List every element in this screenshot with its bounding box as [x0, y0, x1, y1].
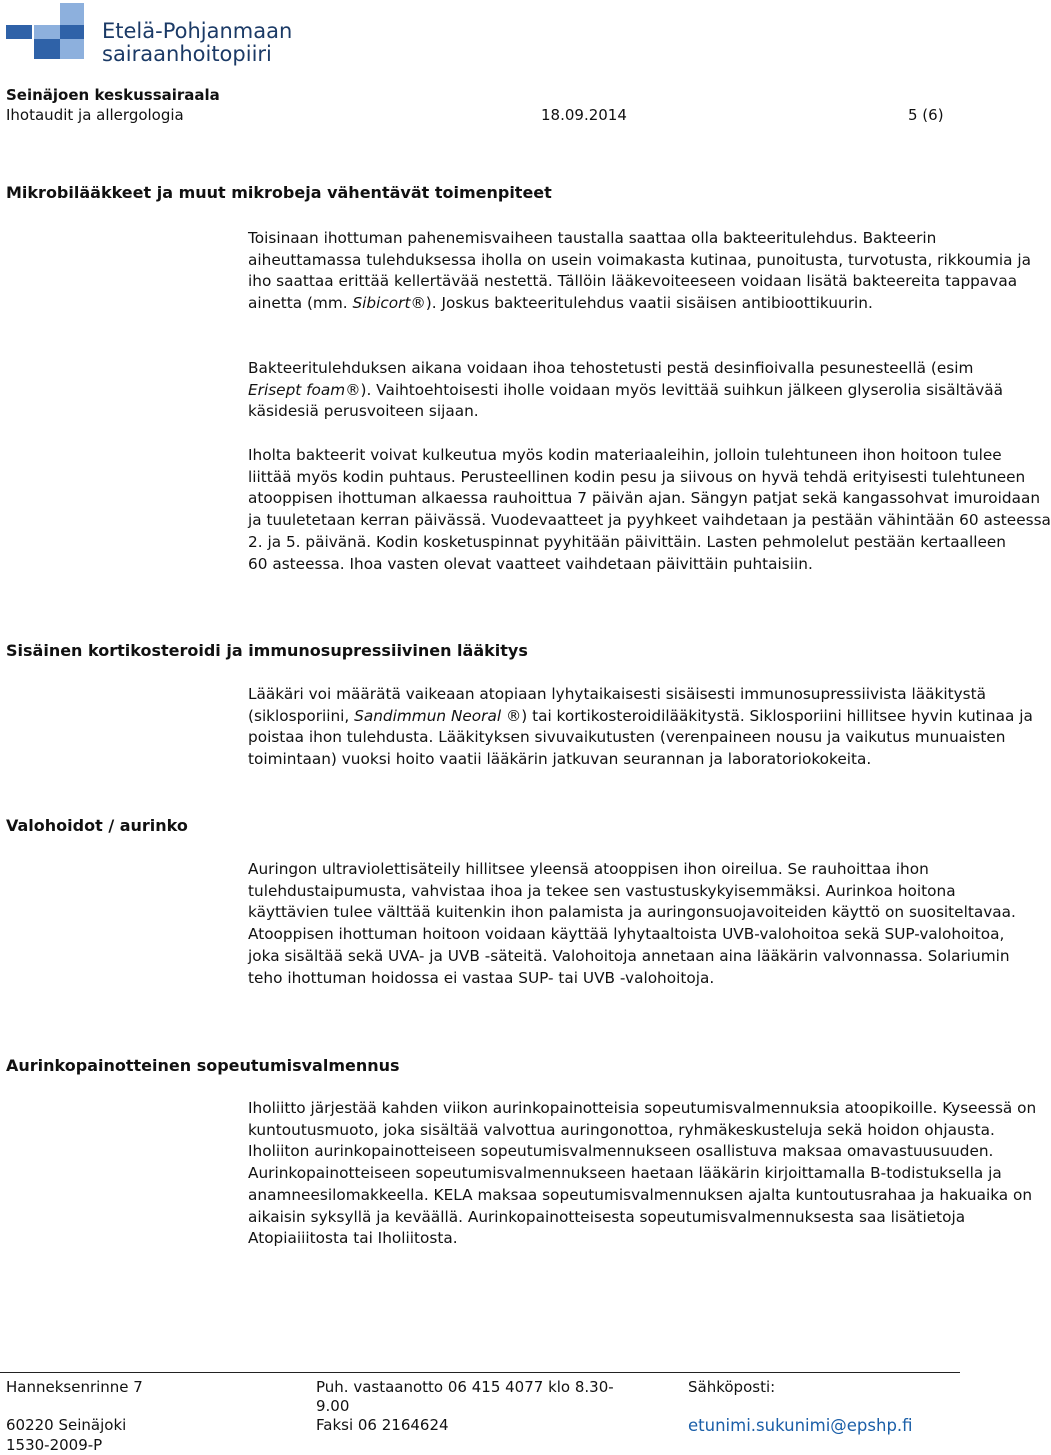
text-line: Iholta bakteerit voivat kulkeutua myös kodin materiaaleihin, jolloin tulehtuneen ihon hoitoon tulee: [248, 446, 1002, 464]
text-fragment: ®) tai kortikosteroidilääkitystä. Siklosporiini hillitsee hyvin kutinaa ja: [501, 706, 1033, 725]
page-number: 5 (6): [908, 106, 944, 124]
text-line: [248, 706, 1033, 728]
footer-email-link[interactable]: etunimi.sukunimi@epshp.fi: [688, 1416, 913, 1435]
footer-email-label: Sähköposti:: [688, 1378, 776, 1396]
section-title-light-therapy: Valohoidot / aurinko: [6, 816, 188, 835]
department-name: Ihotaudit ja allergologia: [6, 106, 184, 124]
logo-square-1: [6, 25, 32, 39]
text-line: Aurinkopainotteiseen sopeutumisvalmennukseen haetaan lääkärin kirjoittamalla B-todistuksella ja: [248, 1164, 1002, 1183]
paragraph-bacterial-infection: [248, 228, 1031, 315]
text-line: käsidesiä perusvoiteen sijaan.: [248, 402, 479, 421]
text-line: aiheuttamassa tulehduksessa iholla on usein voimakasta kutinaa, punoitusta, turvotusta, rikkoumia ja: [248, 250, 1031, 269]
footer-phone: Puh. vastaanotto 06 415 4077 klo 8.30-: [316, 1378, 614, 1396]
text-line: [248, 293, 948, 315]
text-fragment: ainetta (mm.: [248, 294, 353, 313]
logo-square-5: [34, 39, 60, 59]
footer-street: Hanneksenrinne 7: [6, 1378, 143, 1396]
footer-fax: Faksi 06 2164624: [316, 1416, 449, 1434]
text-line: Toisinaan ihottuman pahenemisvaiheen taustalla saattaa olla bakteeritulehdus. Bakteerin: [248, 229, 937, 247]
section-title-microbes: Mikrobilääkkeet ja muut mikrobeja vähentävät toimenpiteet: [6, 183, 552, 202]
text-line: 2. ja 5. päivänä. Kodin kosketuspinnat pyyhitään päivittäin. Lasten pehmolelut pestään kertaalleen: [248, 532, 1006, 551]
text-line: [248, 380, 1004, 402]
paragraph-home-cleaning: [248, 445, 1051, 575]
text-line: kuntoutusmuoto, joka sisältää valvottua auringonottoa, ryhmäkeskusteluja sekä hoidon ohjausta.: [248, 1120, 995, 1139]
footer-divider: [0, 1372, 960, 1373]
logo-square-6: [60, 39, 84, 59]
logo-square-2: [34, 25, 60, 39]
text-line: anamneesilomakkeella. KELA maksaa sopeutumisvalmennuksen ajalta kuntoutusrahaa ja hakuaika on: [248, 1185, 1033, 1204]
text-line: käyttävien tulee välttää kuitenkin ihon palamista ja auringonsuojavoiteiden käyttö on suositeltavaa.: [248, 903, 1016, 922]
product-name: Sandimmun Neoral: [354, 706, 502, 725]
footer-phone-hours: 9.00: [316, 1397, 350, 1415]
paragraph-disinfectant-wash: [248, 358, 1004, 423]
document-date: 18.09.2014: [541, 106, 627, 124]
org-line-2: sairaanhoitopiiri: [102, 42, 272, 66]
product-name: Sibicort: [352, 294, 411, 313]
text-line: Iholiiton aurinkopainotteiseen sopeutumisvalmennukseen osallistuva maksaa omavastuusuuden.: [248, 1142, 994, 1161]
text-line: Atooppisen ihottuman hoitoon voidaan käyttää lyhytaaltoista UVB-valohoitoa sekä SUP-valohoitoa,: [248, 925, 1005, 944]
text-line: atooppisen ihottuman alkaessa rauhoittua 7 päivän ajan. Sängyn patjat sekä kangassohvat imuroidaan: [248, 489, 1041, 508]
product-name: Erisept foam: [248, 380, 346, 399]
logo-square-3: [60, 3, 84, 25]
paragraph-systemic-medication: [248, 684, 1033, 771]
text-line: aikaisin syksyllä ja keväällä. Aurinkopainotteisesta sopeutumisvalmennuksesta saa lisätietoja: [248, 1207, 966, 1226]
organization-name: [102, 20, 292, 66]
text-line: Lääkäri voi määrätä vaikeaan atopiaan lyhytaikaisesti sisäisesti immunosupressiivista lääkitystä: [248, 685, 987, 703]
logo-square-4: [60, 25, 84, 39]
section-title-systemic-medication: Sisäinen kortikosteroidi ja immunosupressiivinen lääkitys: [6, 641, 528, 660]
text-line: Atopiaiiitosta tai Iholiitosta.: [248, 1229, 458, 1248]
text-line: Iholiitto järjestää kahden viikon aurinkopainotteisia sopeutumisvalmennuksia atoopikoille. Kyseessä on: [248, 1099, 1037, 1117]
footer-postal: 60220 Seinäjoki: [6, 1416, 127, 1434]
text-line: Bakteeritulehduksen aikana voidaan ihoa tehostetusti pestä desinfioivalla pesunesteellä (esim: [248, 359, 974, 377]
text-line: poistaa ihon tulehdusta. Lääkityksen sivuvaikutusten (verenpaineen nousu ja vaikutus munuaisten: [248, 728, 1006, 747]
org-line-1: Etelä-Pohjanmaan: [102, 19, 293, 43]
text-fragment: ®). Joskus bakteeritulehdus vaatii sisäisen antibioottikuurin.: [410, 294, 873, 313]
paragraph-rehabilitation: [248, 1098, 1037, 1250]
footer-code: 1530-2009-P: [6, 1436, 103, 1454]
text-line: 60 asteessa. Ihoa vasten olevat vaatteet vaihdetaan päivittäin puhtaisiin.: [248, 554, 813, 573]
text-line: joka sisältää sekä UVA- ja UVB -säteitä. Valohoitoja annetaan aina lääkärin valvonnassa. Solariumin: [248, 946, 1010, 965]
text-line: iho saattaa erittää kellertävää nestettä. Tällöin lääkevoiteeseen voidaan lisätä bakteereita tappavaa: [248, 272, 1018, 291]
text-line: teho ihottuman hoidossa ei vastaa SUP- tai UVB -valohoitoja.: [248, 968, 715, 987]
text-line: ja tuuletetaan kerran päivässä. Vuodevaatteet ja pyyhkeet vaihdetaan ja pestään vähintään 60 asteessa: [248, 511, 1051, 530]
text-fragment: ®). Vaihtoehtoisesti iholle voidaan myös levittää suihkun jälkeen glyserolia sisältävää: [345, 380, 1004, 399]
paragraph-light-therapy: [248, 859, 1016, 989]
text-line: Auringon ultraviolettisäteily hillitsee yleensä atooppisen ihon oireilua. Se rauhoittaa ihon: [248, 860, 929, 878]
text-line: toimintaan) vuoksi hoito vaatii lääkärin jatkuvan seurannan ja laboratoriokokeita.: [248, 750, 872, 769]
text-line: tulehdustaipumusta, vahvistaa ihoa ja tekee sen vastustuskykyisemmäksi. Aurinkoa hoitona: [248, 881, 956, 900]
text-fragment: (siklosporiini,: [248, 706, 355, 725]
text-line: liittää myös kodin puhtaus. Perusteellinen kodin pesu ja siivous on hyvä tehdä erityisesti tulehtuneen: [248, 467, 1026, 486]
hospital-name: Seinäjoen keskussairaala: [6, 86, 220, 104]
section-title-rehabilitation: Aurinkopainotteinen sopeutumisvalmennus: [6, 1056, 400, 1075]
